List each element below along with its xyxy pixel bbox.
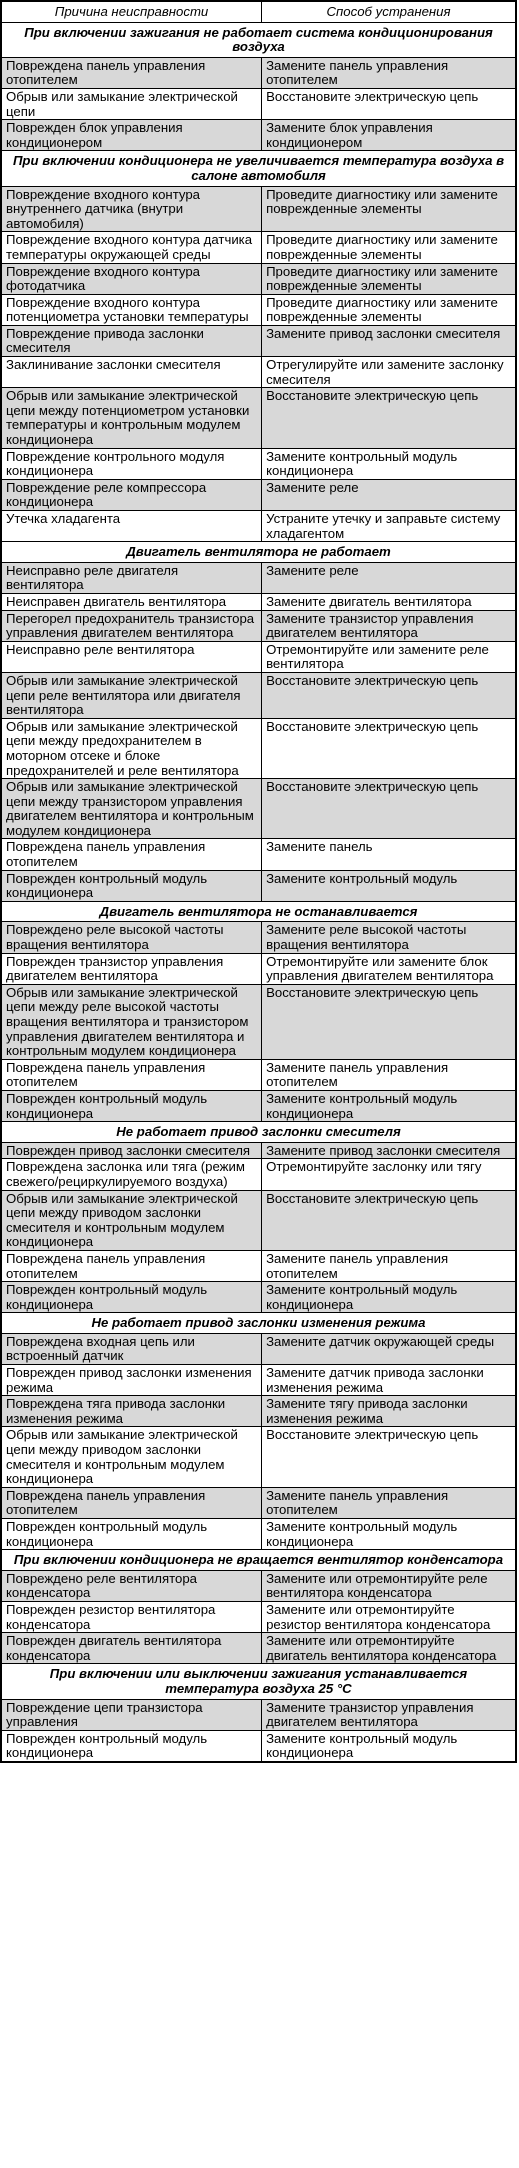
cause-cell: Перегорел предохранитель транзистора управления двигателем вентилятора [2,610,262,641]
cause-cell: Повреждение контрольного модуля кондиционера [2,448,262,479]
remedy-cell: Замените транзистор управления двигателем вентилятора [262,610,516,641]
remedy-cell: Восстановите электрическую цепь [262,779,516,839]
cause-cell: Повреждено реле высокой частоты вращения вентилятора [2,922,262,953]
table-row [2,511,516,542]
section-title: Не работает привод заслонки смесителя [2,1122,516,1143]
remedy-cell: Замените датчик окружающей среды [262,1333,516,1364]
remedy-cell: Замените транзистор управления двигателем вентилятора [262,1699,516,1730]
table-row [2,1090,516,1121]
table-row [2,1519,516,1550]
remedy-cell: Замените двигатель вентилятора [262,593,516,610]
cause-cell: Повреждение цепи транзистора управления [2,1699,262,1730]
table-row [2,641,516,672]
remedy-cell: Проведите диагностику или замените поврежденные элементы [262,294,516,325]
troubleshooting-table [1,1,516,1762]
section-header-row [2,1664,516,1699]
cause-cell: Повреждение привода заслонки смесителя [2,325,262,356]
cause-cell: Повреждена панель управления отопителем [2,839,262,870]
cause-cell: Поврежден двигатель вентилятора конденсатора [2,1633,262,1664]
cause-cell: Поврежден контрольный модуль кондиционера [2,1282,262,1313]
cause-cell: Поврежден блок управления кондиционером [2,120,262,151]
table-row [2,325,516,356]
cause-cell: Обрыв или замыкание электрической цепи между приводом заслонки смесителя и контрольным модулем кондиционера [2,1427,262,1487]
remedy-cell: Замените привод заслонки смесителя [262,1142,516,1159]
remedy-cell: Замените контрольный модуль [262,870,516,901]
table-row [2,88,516,119]
remedy-cell: Замените реле [262,562,516,593]
cause-column-header: Причина неисправности [2,2,262,23]
remedy-cell: Замените панель управления отопителем [262,1487,516,1518]
remedy-cell: Восстановите электрическую цепь [262,718,516,778]
remedy-cell: Замените блок управления кондиционером [262,120,516,151]
table-row [2,263,516,294]
table-row [2,593,516,610]
remedy-cell: Замените панель [262,839,516,870]
cause-cell: Повреждено реле вентилятора конденсатора [2,1570,262,1601]
table-row [2,357,516,388]
table-row [2,1570,516,1601]
cause-cell: Поврежден транзистор управления двигателем вентилятора [2,953,262,984]
remedy-cell: Замените панель управления отопителем [262,1059,516,1090]
table-row [2,232,516,263]
remedy-cell: Замените реле высокой частоты вращения вентилятора [262,922,516,953]
cause-cell: Поврежден контрольный модуль кондиционера [2,870,262,901]
cause-cell: Обрыв или замыкание электрической цепи между реле высокой частоты вращения вентилятора и транзистором управления двигателем вентилятора и контрольным модулем кондиционера [2,984,262,1059]
table-row [2,1487,516,1518]
remedy-cell: Замените тягу привода заслонки изменения режима [262,1396,516,1427]
section-title: При включении или выключении зажигания устанавливается температура воздуха 25 °С [2,1664,516,1699]
remedy-column-header: Способ устранения [262,2,516,23]
table-header-row [2,2,516,23]
cause-cell: Повреждение входного контура фотодатчика [2,263,262,294]
table-row [2,1427,516,1487]
cause-cell: Поврежден привод заслонки изменения режима [2,1365,262,1396]
table-row [2,610,516,641]
remedy-cell: Восстановите электрическую цепь [262,388,516,448]
section-title: Не работает привод заслонки изменения режима [2,1313,516,1334]
section-header-row [2,1550,516,1571]
table-row [2,448,516,479]
remedy-cell: Отремонтируйте заслонку или тягу [262,1159,516,1190]
section-header-row [2,151,516,186]
remedy-cell: Замените панель управления отопителем [262,1250,516,1281]
remedy-cell: Замените контрольный модуль кондиционера [262,1282,516,1313]
table-row [2,779,516,839]
remedy-cell: Замените контрольный модуль кондиционера [262,1090,516,1121]
remedy-cell: Замените реле [262,479,516,510]
cause-cell: Повреждена тяга привода заслонки изменения режима [2,1396,262,1427]
cause-cell: Поврежден резистор вентилятора конденсатора [2,1601,262,1632]
cause-cell: Повреждена заслонка или тяга (режим свежего/рециркулируемого воздуха) [2,1159,262,1190]
table-row [2,479,516,510]
remedy-cell: Замените или отремонтируйте резистор вентилятора конденсатора [262,1601,516,1632]
remedy-cell: Замените или отремонтируйте двигатель вентилятора конденсатора [262,1633,516,1664]
table-row [2,1699,516,1730]
section-title: При включении зажигания не работает система кондиционирования воздуха [2,22,516,57]
table-row [2,672,516,718]
cause-cell: Повреждение входного контура внутреннего датчика (внутри автомобиля) [2,186,262,232]
cause-cell: Заклинивание заслонки смесителя [2,357,262,388]
section-header-row [2,22,516,57]
cause-cell: Неисправно реле двигателя вентилятора [2,562,262,593]
section-header-row [2,1122,516,1143]
table-row [2,718,516,778]
remedy-cell: Отремонтируйте или замените блок управления двигателем вентилятора [262,953,516,984]
remedy-cell: Проведите диагностику или замените поврежденные элементы [262,263,516,294]
table-row [2,1282,516,1313]
cause-cell: Обрыв или замыкание электрической цепи между транзистором управления двигателем вентилятора и контрольным модулем кондиционера [2,779,262,839]
table-row [2,1365,516,1396]
remedy-cell: Восстановите электрическую цепь [262,1190,516,1250]
cause-cell: Поврежден привод заслонки смесителя [2,1142,262,1159]
section-title: При включении кондиционера не увеличивается температура воздуха в салоне автомобиля [2,151,516,186]
cause-cell: Обрыв или замыкание электрической цепи между предохранителем в моторном отсеке и блоке предохранителей и реле вентилятора [2,718,262,778]
table-row [2,57,516,88]
cause-cell: Повреждена панель управления отопителем [2,1487,262,1518]
table-row [2,562,516,593]
table-row [2,984,516,1059]
remedy-cell: Замените панель управления отопителем [262,57,516,88]
table-row [2,1633,516,1664]
section-header-row [2,901,516,922]
table-row [2,953,516,984]
table-row [2,1730,516,1761]
table-row [2,1396,516,1427]
remedy-cell: Замените датчик привода заслонки изменения режима [262,1365,516,1396]
cause-cell: Неисправен двигатель вентилятора [2,593,262,610]
table-body [2,2,516,1762]
cause-cell: Повреждена панель управления отопителем [2,1059,262,1090]
section-title: Двигатель вентилятора не работает [2,542,516,563]
remedy-cell: Восстановите электрическую цепь [262,88,516,119]
cause-cell: Обрыв или замыкание электрической цепи между потенциометром установки температуры и контрольным модулем кондиционера [2,388,262,448]
remedy-cell: Проведите диагностику или замените поврежденные элементы [262,232,516,263]
table-row [2,1601,516,1632]
cause-cell: Поврежден контрольный модуль кондиционера [2,1519,262,1550]
remedy-cell: Отремонтируйте или замените реле вентилятора [262,641,516,672]
table-row [2,186,516,232]
remedy-cell: Проведите диагностику или замените поврежденные элементы [262,186,516,232]
cause-cell: Утечка хладагента [2,511,262,542]
cause-cell: Повреждение реле компрессора кондиционера [2,479,262,510]
remedy-cell: Восстановите электрическую цепь [262,984,516,1059]
section-header-row [2,1313,516,1334]
table-row [2,839,516,870]
cause-cell: Поврежден контрольный модуль кондиционера [2,1730,262,1761]
cause-cell: Обрыв или замыкание электрической цепи между приводом заслонки смесителя и контрольным модулем кондиционера [2,1190,262,1250]
cause-cell: Повреждена панель управления отопителем [2,1250,262,1281]
cause-cell: Повреждение входного контура потенциометра установки температуры [2,294,262,325]
cause-cell: Неисправно реле вентилятора [2,641,262,672]
cause-cell: Повреждение входного контура датчика температуры окружающей среды [2,232,262,263]
table-row [2,1250,516,1281]
table-row [2,870,516,901]
table-row [2,1059,516,1090]
remedy-cell: Замените привод заслонки смесителя [262,325,516,356]
remedy-cell: Замените контрольный модуль кондиционера [262,1730,516,1761]
table-row [2,922,516,953]
remedy-cell: Замените контрольный модуль кондиционера [262,1519,516,1550]
table-row [2,1142,516,1159]
table-row [2,1333,516,1364]
cause-cell: Обрыв или замыкание электрической цепи [2,88,262,119]
table-row [2,120,516,151]
remedy-cell: Восстановите электрическую цепь [262,1427,516,1487]
remedy-cell: Замените или отремонтируйте реле вентилятора конденсатора [262,1570,516,1601]
cause-cell: Повреждена панель управления отопителем [2,57,262,88]
table-row [2,388,516,448]
table-row [2,1159,516,1190]
remedy-cell: Замените контрольный модуль кондиционера [262,448,516,479]
remedy-cell: Восстановите электрическую цепь [262,672,516,718]
section-title: При включении кондиционера не вращается вентилятор конденсатора [2,1550,516,1571]
table-row [2,294,516,325]
cause-cell: Повреждена входная цепь или встроенный датчик [2,1333,262,1364]
remedy-cell: Отрегулируйте или замените заслонку смесителя [262,357,516,388]
section-header-row [2,542,516,563]
cause-cell: Поврежден контрольный модуль кондиционера [2,1090,262,1121]
table-row [2,1190,516,1250]
section-title: Двигатель вентилятора не останавливается [2,901,516,922]
cause-cell: Обрыв или замыкание электрической цепи реле вентилятора или двигателя вентилятора [2,672,262,718]
remedy-cell: Устраните утечку и заправьте систему хладагентом [262,511,516,542]
